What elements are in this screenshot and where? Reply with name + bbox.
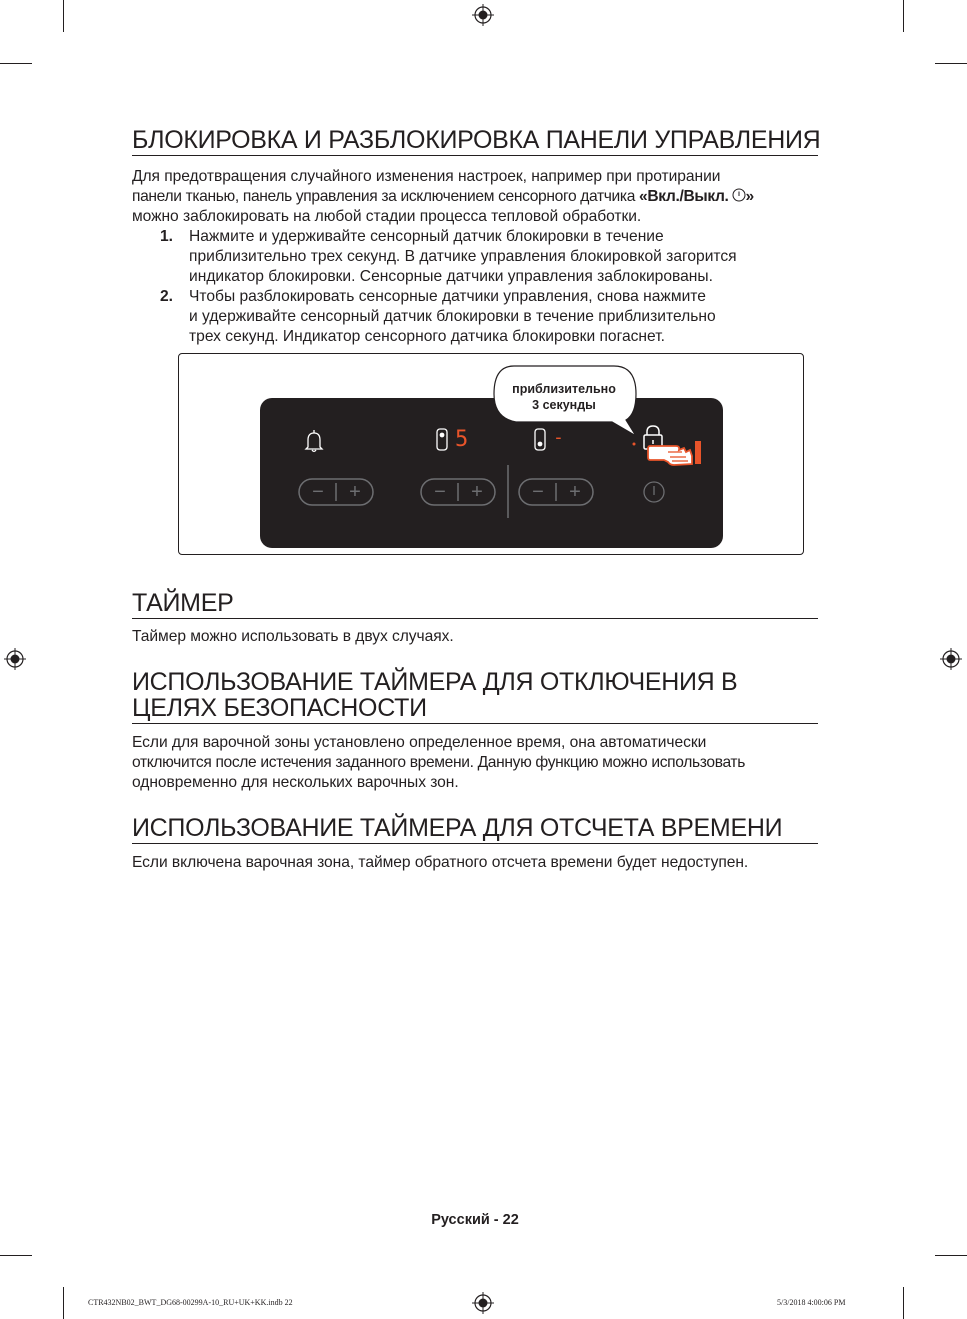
bubble-line: 3 секунды xyxy=(532,398,596,412)
hand-pointer-icon xyxy=(648,441,701,465)
plus-button: + xyxy=(349,481,361,503)
lock-indicator-dot xyxy=(633,443,636,446)
section-heading-safety xyxy=(132,669,818,724)
bubble-line: приблизительно xyxy=(512,382,616,396)
zone-indicator-icon xyxy=(535,429,545,450)
zone-indicator-icon xyxy=(437,429,447,450)
minus-button: − xyxy=(532,481,544,503)
lock-intro-text: панели тканью, панель управления за исключением сенсорного датчика xyxy=(132,188,640,205)
zone1-display: 5 xyxy=(455,427,469,452)
crop-mark xyxy=(63,1287,64,1319)
timer-text: Таймер можно использовать в двух случаях. xyxy=(132,628,454,645)
safety-text xyxy=(132,733,822,793)
lock-intro-line: можно заблокировать на любой стадии процесса тепловой обработки. xyxy=(132,208,642,225)
crop-mark xyxy=(935,1255,967,1256)
print-slug-file: CTR432NB02_BWT_DG68-00299A-10_RU+UK+KK.indb 22 xyxy=(88,1298,293,1307)
registration-mark-icon xyxy=(940,648,962,670)
lock-intro-line: Для предотвращения случайного изменения настроек, например при протирании xyxy=(132,168,721,185)
safety-line: Если для варочной зоны установлено определенное время, она автоматически xyxy=(132,734,707,751)
step-number: 1. xyxy=(160,228,174,245)
power-key-label-end: » xyxy=(745,188,754,205)
registration-mark-icon xyxy=(472,1292,494,1314)
safety-line: отключится после истечения заданного времени. Данную функцию можно использовать xyxy=(132,754,745,771)
plus-button: + xyxy=(471,481,483,503)
control-panel-drawing xyxy=(0,0,967,600)
step-line: и удерживайте сенсорный датчик блокировки в течение приблизительно xyxy=(189,308,716,325)
step-line: индикатор блокировки. Сенсорные датчики управления заблокированы. xyxy=(189,268,713,285)
zone2-display: - xyxy=(553,427,564,448)
section-heading-lock: БЛОКИРОВКА И РАЗБЛОКИРОВКА ПАНЕЛИ УПРАВЛЕНИЯ xyxy=(132,126,821,154)
step-line: Нажмите и удерживайте сенсорный датчик блокировки в течение xyxy=(189,228,664,245)
step-line: трех секунд. Индикатор сенсорного датчика блокировки погаснет. xyxy=(189,328,665,345)
page-number: Русский - 22 xyxy=(431,1212,519,1228)
step-line: приблизительно трех секунд. В датчике управления блокировкой загорится xyxy=(189,248,737,265)
speech-bubble-text xyxy=(498,381,630,413)
heading-line: ЦЕЛЯХ БЕЗОПАСНОСТИ xyxy=(132,694,427,722)
crop-mark xyxy=(0,1255,32,1256)
minus-button: − xyxy=(434,481,446,503)
crop-mark xyxy=(903,1287,904,1319)
step-line: Чтобы разблокировать сенсорные датчики управления, снова нажмите xyxy=(189,288,706,305)
minus-button: − xyxy=(312,481,324,503)
section-heading-countdown: ИСПОЛЬЗОВАНИЕ ТАЙМЕРА ДЛЯ ОТСЧЕТА ВРЕМЕНИ xyxy=(132,815,818,844)
heading-line: ИСПОЛЬЗОВАНИЕ ТАЙМЕРА ДЛЯ ОТКЛЮЧЕНИЯ В xyxy=(132,668,738,696)
print-slug-date: 5/3/2018 4:00:06 PM xyxy=(777,1298,846,1307)
registration-mark-icon xyxy=(4,648,26,670)
countdown-text: Если включена варочная зона, таймер обратного отсчета времени будет недоступен. xyxy=(132,854,749,871)
plus-button: + xyxy=(569,481,581,503)
section-heading-timer: ТАЙМЕР xyxy=(132,590,818,619)
step-number: 2. xyxy=(160,288,174,305)
bell-icon xyxy=(306,430,322,452)
safety-line: одновременно для нескольких варочных зон. xyxy=(132,774,459,791)
power-key-label: «Вкл./Выкл. xyxy=(639,188,729,205)
power-icon xyxy=(644,482,664,502)
